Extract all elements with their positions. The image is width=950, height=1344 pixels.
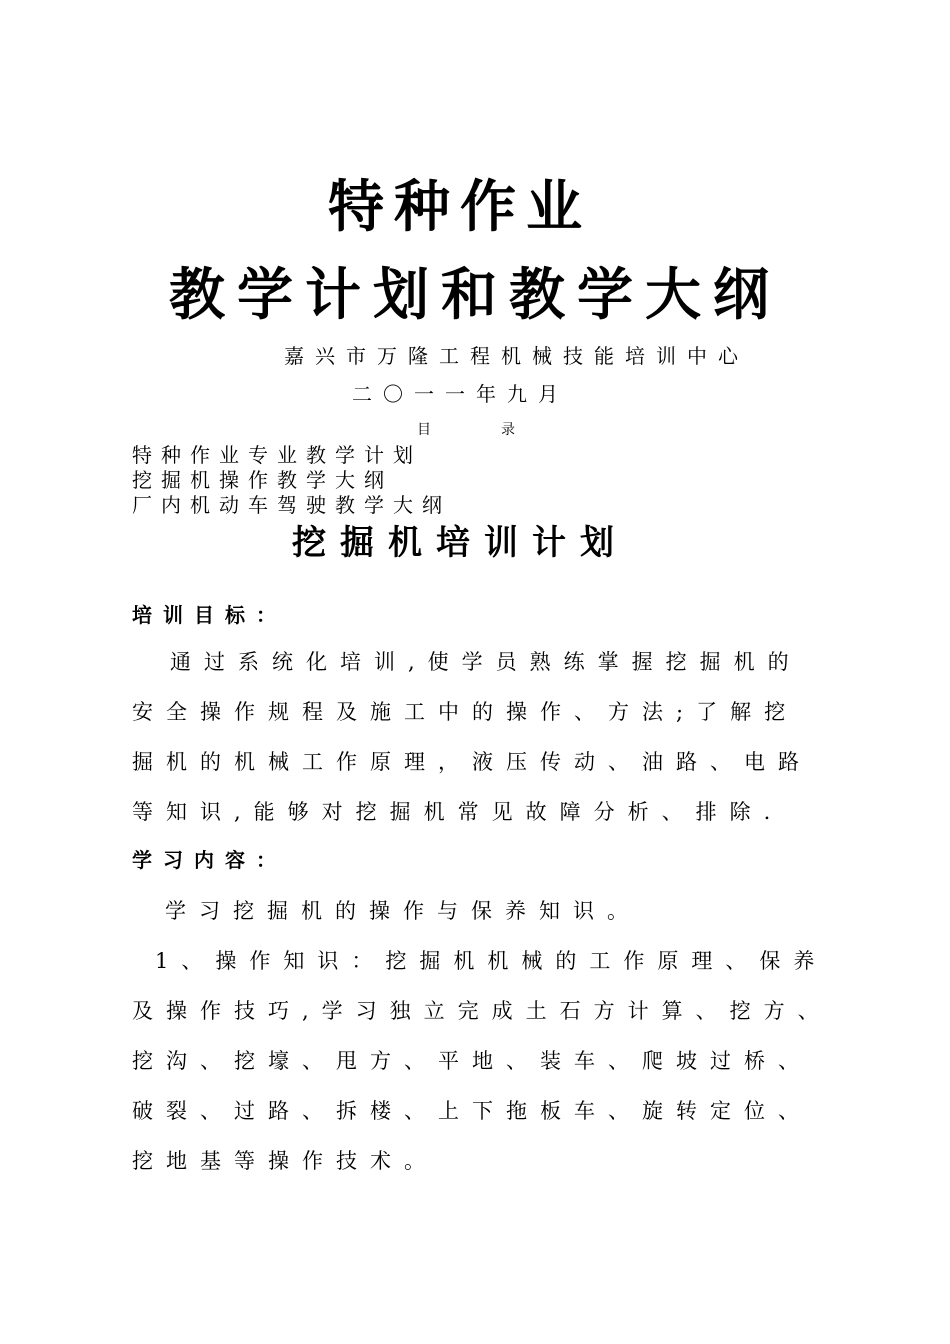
learning-content-line: 破裂、过路、拆楼、上下拖板车、旋转定位、 [132,1099,812,1123]
toc-heading [417,420,515,440]
learning-content-line: 1、操作知识：挖掘机机械的工作原理、保养 [155,949,828,973]
training-goal-line: 安全操作规程及施工中的操作、方法;了解挖 [132,700,799,724]
learning-content-line: 学习挖掘机的操作与保养知识。 [165,899,641,923]
training-goal-line: 掘机的机械工作原理，液压传动、油路、电路 [132,750,812,774]
toc-item-teaching-plan: 特种作业专业教学计划 [132,443,422,467]
toc-item-vehicle-syllabus: 厂内机动车驾驶教学大纲 [132,493,451,517]
training-goal-line: 等知识,能够对挖掘机常见故障分析、排除. [132,800,784,824]
learning-content-line: 及操作技巧,学习独立完成土石方计算、挖方、 [132,999,832,1023]
section-title: 挖掘机培训计划 [292,523,628,563]
organization-name: 嘉兴市万隆工程机械技能培训中心 [284,344,749,368]
learning-content-line: 挖地基等操作技术。 [132,1149,438,1173]
toc-heading-left: 目 [417,422,431,438]
document-date: 二〇一一年九月 [352,382,569,406]
learning-content-line: 挖沟、挖壕、甩方、平地、装车、爬坡过桥、 [132,1049,812,1073]
toc-heading-right: 录 [501,422,515,438]
learning-content-heading: 学习内容： [132,848,287,872]
document-title-line2: 教学计划和教学大纲 [169,262,781,328]
training-goal-line: 通过系统化培训,使学员熟练掌握挖掘机的 [170,650,802,674]
document-title-line1: 特种作业 [328,174,592,240]
toc-item-excavator-syllabus: 挖掘机操作教学大纲 [132,468,393,492]
training-goal-heading: 培训目标： [132,603,287,627]
